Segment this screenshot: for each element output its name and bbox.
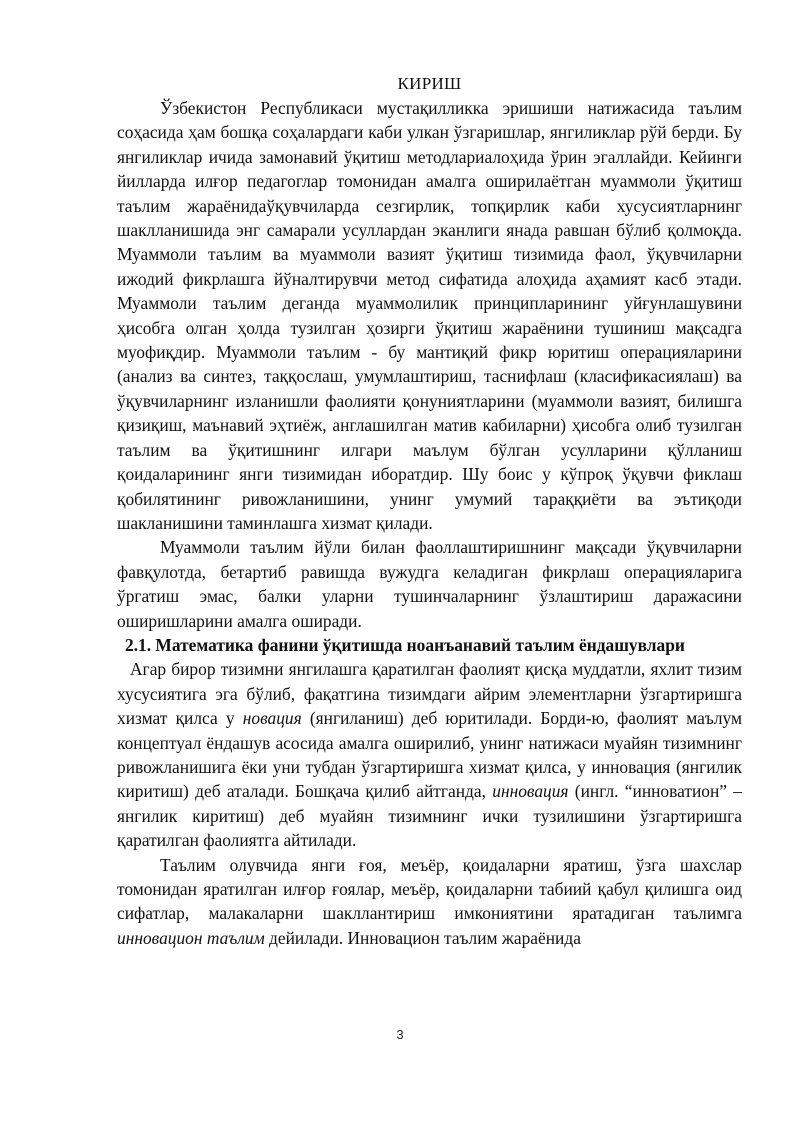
text-span: Агар бирор тизимни янгилашга қаратилган фаолият қисқа муддатли, яхлит тизим хусусиятига эга бўлиб, фақатгина тизимдаги айрим элементларни ўзгартиришга хизмат қилса у [117, 659, 742, 729]
intro-paragraph-1: Ўзбекистон Республикаси мустақилликка эришиши натижасида таълим соҳасида ҳам бошқа соҳалардаги каби улкан ўзгаришлар, янгиликлар рўй берди. Бу янгиликлар ичида замонавий ўқитиш методлариалоҳида ўрин эгаллайди. Кейинги йилларда илғор педагоглар томонидан амалга оширилаётган муаммоли ўқитиш таълим жараёнидаўқувчиларда сезгирлик, топқирлик каби хусусиятларнинг шаклланишида энг самарали усуллардан эканлиги янада равшан бўлиб қолмоқда. Муаммоли таълим ва муаммоли вазият ўқитиш тизимида фаол, ўқувчиларни ижодий фикрлашга йўналтирувчи метод сифатида алоҳида аҳамият касб этади. Муаммоли таълим деганда муаммолилик принципларининг уйғунлашувини ҳисобга олган ҳолда тузилган ҳозирги ўқитиш жараёнини тушиниш мақсадга муофиқдир. Муаммоли таълим - бу мантиқий фикр юритиш операцияларини (анализ ва синтез, таққослаш, умумлаштириш, таснифлаш (класификасиялаш) ва ўқувчиларнинг изланишли фаолияти қонуниятларини (муаммоли вазият, билишга қизиқиш, маънавий эҳтиёж, англашилган матив кабиларни) ҳисобга олиб тузилган таълим ва ўқитишнинг илгари маълум бўлган усулларини қўлланиш қоидаларининг янги тизимидан иборатдир. Шу боис у кўпроқ ўқувчи фиклаш қобилятининг ривожланишини, унинг умумий тараққиёти ва эътиқоди шакланишини таминлашга хизмат қилади. [117, 98, 742, 533]
text-span: дейилади. Инновацион таълим жараёнида [264, 927, 581, 948]
section-paragraph-2 [117, 853, 742, 951]
page-number: 3 [396, 1027, 404, 1042]
page-title: КИРИШ [397, 74, 462, 93]
section-paragraph-1 [117, 657, 742, 852]
text-span: (ингл. “инноватион” – янгилик киритиш) деб муайян тизимнинг ички тузилишини ўзгартиришга қаратилган фаолиятга айтилади. [117, 781, 743, 851]
term-innovation: инновация [492, 781, 569, 802]
intro-paragraph-2: Муаммоли таълим йўли билан фаоллаштиришнинг мақсади ўқувчиларни фавқулотда, бетартиб равишда вужудга келадиган фикрлаш операцияларига ўргатиш эмас, балки уларни тушинчаларнинг ўзлаштириш даражасини оширишларини амалга оширади. [117, 537, 742, 631]
text-span: Таълим олувчида янги ғоя, меъёр, қоидаларни яратиш, ўзга шахслар томонидан яратилган илғор ғоялар, меъёр, қоидаларни табиий қабул қилишга оид сифатлар, малакаларни шакллантириш имкониятини яратадиган таълимга [117, 854, 742, 924]
term-innovative-education: инновацион таълим [117, 927, 265, 948]
term-novation: новация [242, 708, 302, 729]
document-page [117, 72, 742, 950]
section-heading: 2.1. Математика фанини ўқитишда ноанъанавий таълим ёндашувлари [125, 634, 685, 655]
text-span: (янгиланиш) деб юритилади. Борди-ю, фаолият маълум концептуал ёндашув асосида амалга оширилиб, унинг натижаси муайян тизимнинг ривожланишига ёки уни тубдан ўзгартиришга хизмат қилса, у инновация (янгилик киритиш) деб аталади. Бошқача қилиб айтганда, [117, 708, 743, 802]
